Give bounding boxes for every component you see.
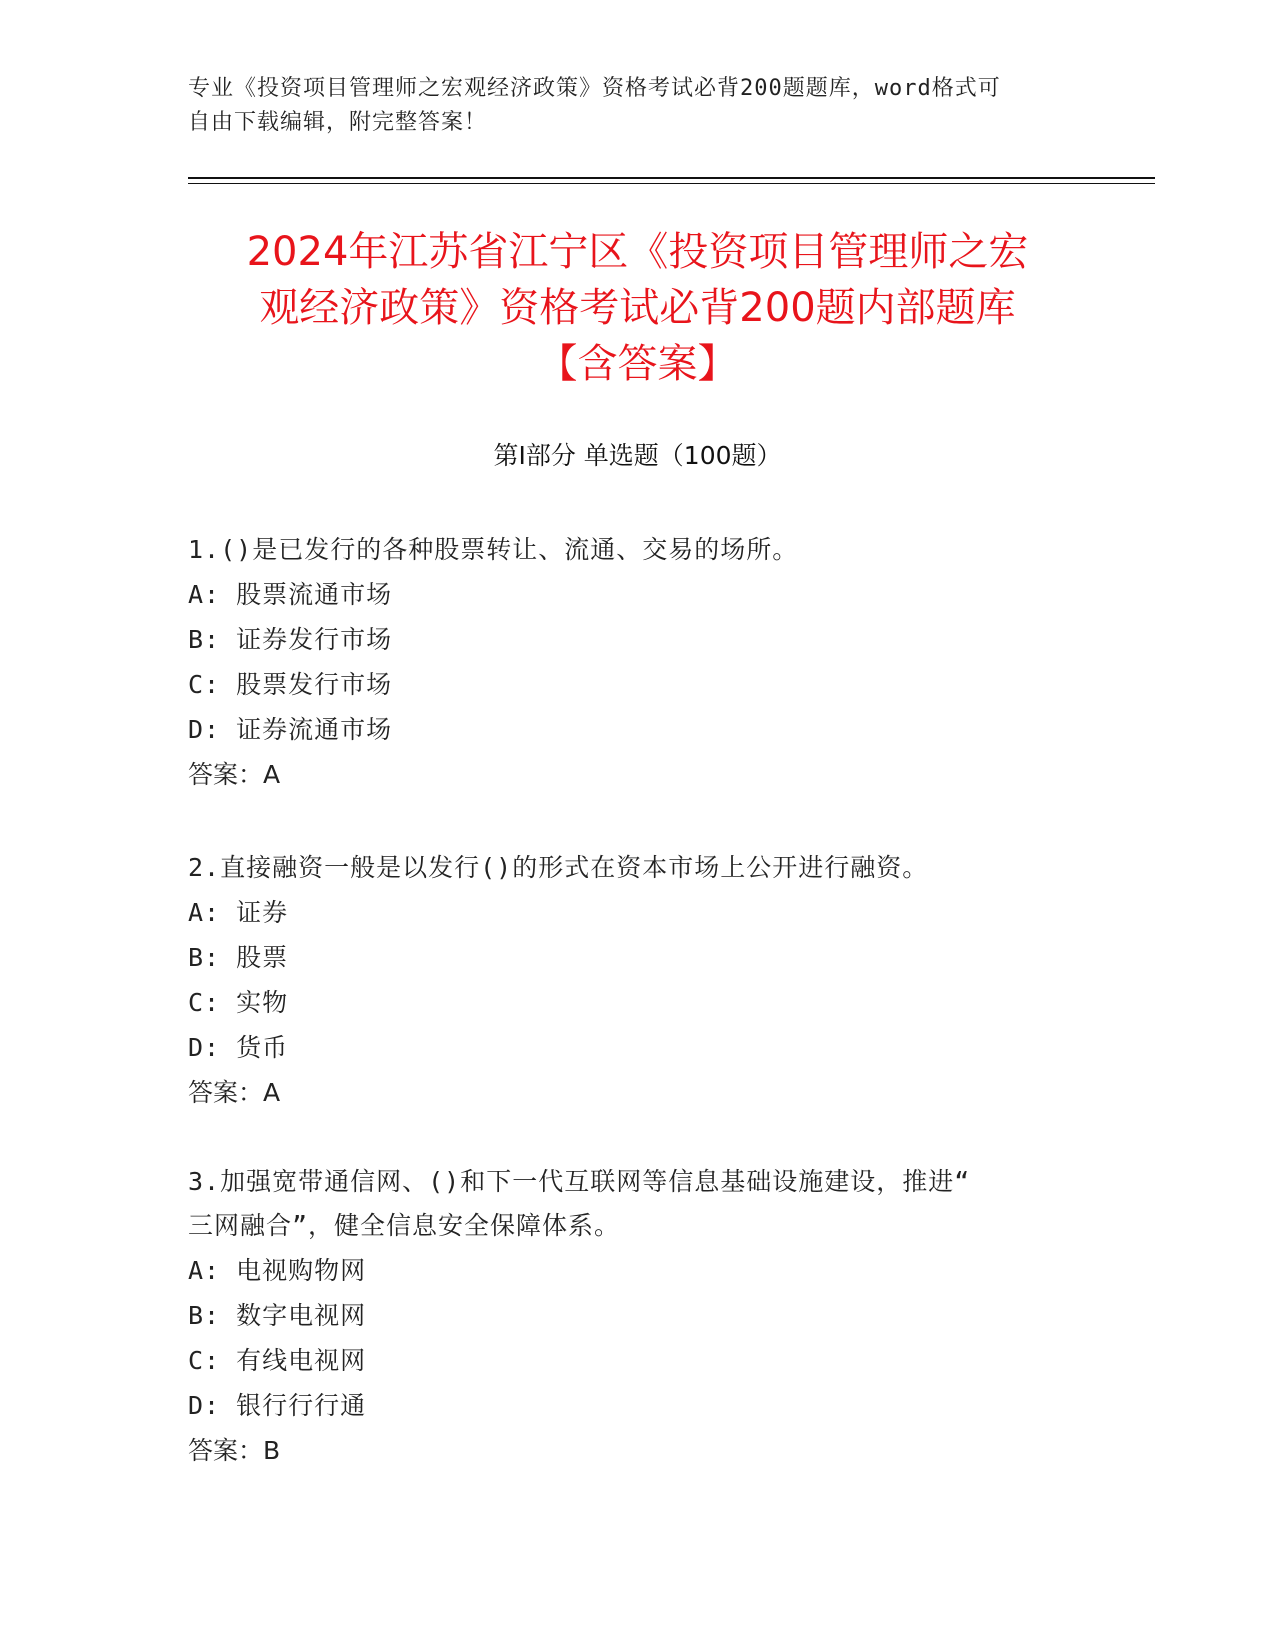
answer-label: 答案：A xyxy=(188,760,281,789)
title-line-1: 2024年江苏省江宁区《投资项目管理师之宏 xyxy=(246,229,1029,275)
option-d: D: 证券流通市场 xyxy=(188,715,393,744)
option-a: A: 电视购物网 xyxy=(188,1256,367,1285)
question-stem-line-2: 三网融合”，健全信息安全保障体系。 xyxy=(188,1211,621,1240)
question-item xyxy=(188,1160,1068,1473)
section-title: 第Ⅰ部分 单选题（100题） xyxy=(493,441,782,470)
option-a: A: 股票流通市场 xyxy=(188,580,393,609)
page-header xyxy=(188,72,1088,140)
question-stem: 1.()是已发行的各种股票转让、流通、交易的场所。 xyxy=(188,535,799,564)
answer-label: 答案：B xyxy=(188,1436,281,1465)
question-stem-line-1: 3.加强宽带通信网、()和下一代互联网等信息基础设施建设，推进“ xyxy=(188,1167,971,1196)
option-d: D: 货币 xyxy=(188,1033,289,1062)
title-line-3: 【含答案】 xyxy=(537,341,738,387)
option-c: C: 有线电视网 xyxy=(188,1346,367,1375)
header-line-2: 自由下载编辑，附完整答案！ xyxy=(188,110,488,135)
option-b: B: 数字电视网 xyxy=(188,1301,367,1330)
option-a: A: 证券 xyxy=(188,898,289,927)
header-divider-thick xyxy=(188,177,1155,179)
option-c: C: 实物 xyxy=(188,988,289,1017)
question-stem: 2.直接融资一般是以发行()的形式在资本市场上公开进行融资。 xyxy=(188,853,929,882)
option-c: C: 股票发行市场 xyxy=(188,670,393,699)
question-item xyxy=(188,846,1068,1115)
answer-label: 答案：A xyxy=(188,1078,281,1107)
document-title xyxy=(180,224,1095,392)
question-item xyxy=(188,528,1068,797)
header-divider-thin xyxy=(188,183,1155,184)
option-d: D: 银行行行通 xyxy=(188,1391,367,1420)
option-b: B: 股票 xyxy=(188,943,289,972)
option-b: B: 证券发行市场 xyxy=(188,625,393,654)
title-line-2: 观经济政策》资格考试必背200题内部题库 xyxy=(259,285,1016,331)
header-line-1: 专业《投资项目管理师之宏观经济政策》资格考试必背200题题库，word格式可 xyxy=(188,76,1001,101)
